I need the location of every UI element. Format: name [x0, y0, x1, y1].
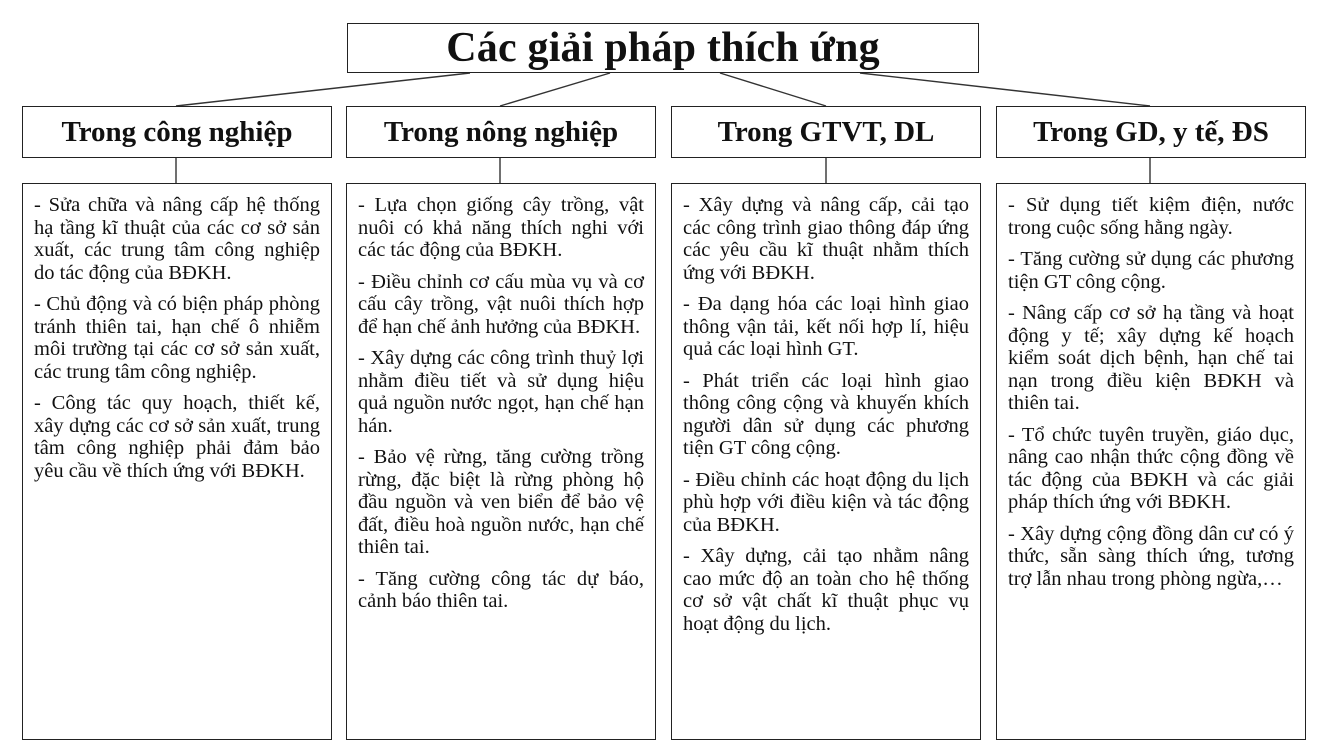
category-transport-tourism: Trong GTVT, DL [671, 106, 981, 158]
list-item: - Điều chỉnh các hoạt động du lịch phù hợp với điều kiện và tác động của BĐKH. [683, 468, 969, 536]
list-item: - Đa dạng hóa các loại hình giao thông vận tải, kết nối hợp lí, hiệu quả các loại hình GT. [683, 293, 969, 360]
list-item: - Phát triển các loại hình giao thông công cộng và khuyến khích người dân sử dụng các phương tiện GT công cộng. [683, 369, 969, 459]
detail-box-industry [22, 183, 332, 740]
list-item: - Xây dựng các công trình thuỷ lợi nhằm điều tiết và sử dụng hiệu quả nguồn nước ngọt, hạn chế hạn hán. [358, 347, 644, 437]
list-item: - Công tác quy hoạch, thiết kế, xây dựng các cơ sở sản xuất, trung tâm công nghiệp phải đảm bảo yêu cầu về thích ứng với BĐKH. [34, 392, 320, 482]
list-item: - Lựa chọn giống cây trồng, vật nuôi có khả năng thích nghi với các tác động của BĐKH. [358, 194, 644, 261]
connector-root-to-cat-3 [720, 73, 826, 106]
list-item: - Tổ chức tuyên truyền, giáo dục, nâng cao nhận thức cộng đồng về tác động của BĐKH và các giải pháp thích ứng với BĐKH. [1008, 423, 1294, 513]
list-item: - Xây dựng cộng đồng dân cư có ý thức, sẵn sàng thích ứng, tương trợ lẫn nhau trong phòng ngừa,… [1008, 522, 1294, 590]
list-item: - Xây dựng, cải tạo nhằm nâng cao mức độ an toàn cho hệ thống cơ sở vật chất kĩ thuật phục vụ hoạt động du lịch. [683, 545, 969, 635]
list-item: - Tăng cường sử dụng các phương tiện GT công cộng. [1008, 248, 1294, 293]
list-item: - Xây dựng và nâng cấp, cải tạo các công trình giao thông đáp ứng các yêu cầu kĩ thuật nhằm thích ứng với BĐKH. [683, 194, 969, 284]
detail-box-transport-tourism [671, 183, 981, 740]
list-item: - Bảo vệ rừng, tăng cường trồng rừng, đặc biệt là rừng phòng hộ đầu nguồn và ven biển để bảo vệ đất, điều hoà nguồn nước, hạn chế thiên tai. [358, 446, 644, 558]
list-item: - Nâng cấp cơ sở hạ tầng và hoạt động y tế; xây dựng kế hoạch kiểm soát dịch bệnh, hạn chế tai nạn trong điều kiện BĐKH và thiên tai. [1008, 302, 1294, 414]
connector-root-to-cat-4 [860, 73, 1150, 106]
list-item: - Chủ động và có biện pháp phòng tránh thiên tai, hạn chế ô nhiễm môi trường tại các cơ sở sản xuất, các trung tâm công nghiệp. [34, 293, 320, 383]
diagram-title: Các giải pháp thích ứng [347, 23, 979, 73]
list-item: - Sửa chữa và nâng cấp hệ thống hạ tầng kĩ thuật của các cơ sở sản xuất, các trung tâm công nghiệp do tác động của BĐKH. [34, 194, 320, 284]
detail-box-education-health [996, 183, 1306, 740]
connector-root-to-cat-1 [176, 73, 470, 106]
list-item: - Sử dụng tiết kiệm điện, nước trong cuộc sống hằng ngày. [1008, 194, 1294, 239]
detail-box-agriculture [346, 183, 656, 740]
category-agriculture: Trong nông nghiệp [346, 106, 656, 158]
list-item: - Tăng cường công tác dự báo, cảnh báo thiên tai. [358, 567, 644, 612]
connector-root-to-cat-2 [500, 73, 610, 106]
list-item: - Điều chỉnh cơ cấu mùa vụ và cơ cấu cây trồng, vật nuôi thích hợp để hạn chế ảnh hưởng của BĐKH. [358, 270, 644, 338]
category-education-health: Trong GD, y tế, ĐS [996, 106, 1306, 158]
category-industry: Trong công nghiệp [22, 106, 332, 158]
